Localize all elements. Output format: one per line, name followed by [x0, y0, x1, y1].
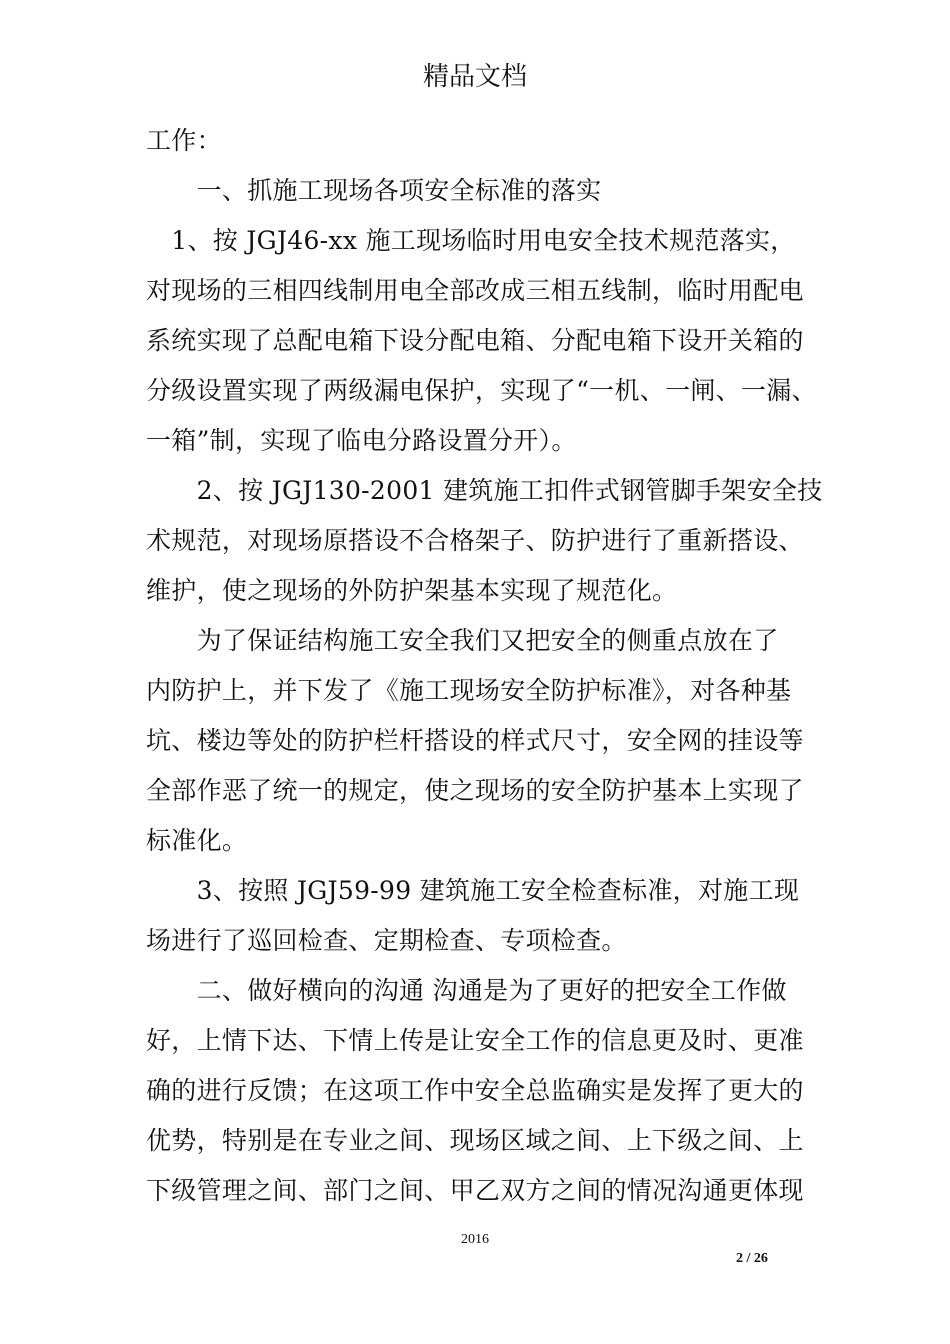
- page-header-title: 精品文档: [422, 62, 527, 92]
- text-line: 一箱”制，实现了临电分路设置分开）。: [146, 426, 577, 455]
- text-line: 坑、楼边等处的防护栏杆搭设的样式尺寸，安全网的挂设等: [146, 726, 804, 755]
- footer-year: 2016: [461, 1232, 489, 1247]
- text-line: 下级管理之间、部门之间、甲乙双方之间的情况沟通更体现: [146, 1176, 804, 1205]
- text-line: 标准化。: [146, 826, 248, 855]
- page-number: 2 / 26: [736, 1251, 768, 1266]
- text-line: 确的进行反馈；在这项工作中安全总监确实是发挥了更大的: [146, 1076, 804, 1105]
- text-line: 分级设置实现了两级漏电保护，实现了“一机、一闸、一漏、: [146, 376, 817, 405]
- text-line: 术规范，对现场原搭设不合格架子、防护进行了重新搭设、: [146, 526, 804, 555]
- document-body: [146, 116, 823, 1216]
- text-line: 场进行了巡回检查、定期检查、专项检查。: [146, 926, 627, 955]
- text-line: 内防护上，并下发了《施工现场安全防护标准》，对各种基: [146, 676, 792, 705]
- text-line: 为了保证结构施工安全我们又把安全的侧重点放在了: [146, 626, 779, 655]
- text-line: 一、抓施工现场各项安全标准的落实: [146, 176, 602, 205]
- text-line: 2、按 JGJ130-2001 建筑施工扣件式钢管脚手架安全技: [146, 476, 823, 505]
- text-line: 工作：: [146, 126, 222, 155]
- text-line: 全部作恶了统一的规定，使之现场的安全防护基本上实现了: [146, 776, 804, 805]
- text-line: 优势，特别是在专业之间、现场区域之间、上下级之间、上: [146, 1126, 804, 1155]
- text-line: 1、按 JGJ46-xx 施工现场临时用电安全技术规范落实，: [146, 226, 796, 255]
- text-line: 对现场的三相四线制用电全部改成三相五线制，临时用配电: [146, 276, 804, 305]
- text-line: 维护，使之现场的外防护架基本实现了规范化。: [146, 576, 678, 605]
- text-line: 二、做好横向的沟通 沟通是为了更好的把安全工作做: [146, 976, 787, 1005]
- text-line: 好，上情下达、下情上传是让安全工作的信息更及时、更准: [146, 1026, 804, 1055]
- text-line: 系统实现了总配电箱下设分配电箱、分配电箱下设开关箱的: [146, 326, 804, 355]
- text-line: 3、按照 JGJ59-99 建筑施工安全检查标准，对施工现: [146, 876, 800, 905]
